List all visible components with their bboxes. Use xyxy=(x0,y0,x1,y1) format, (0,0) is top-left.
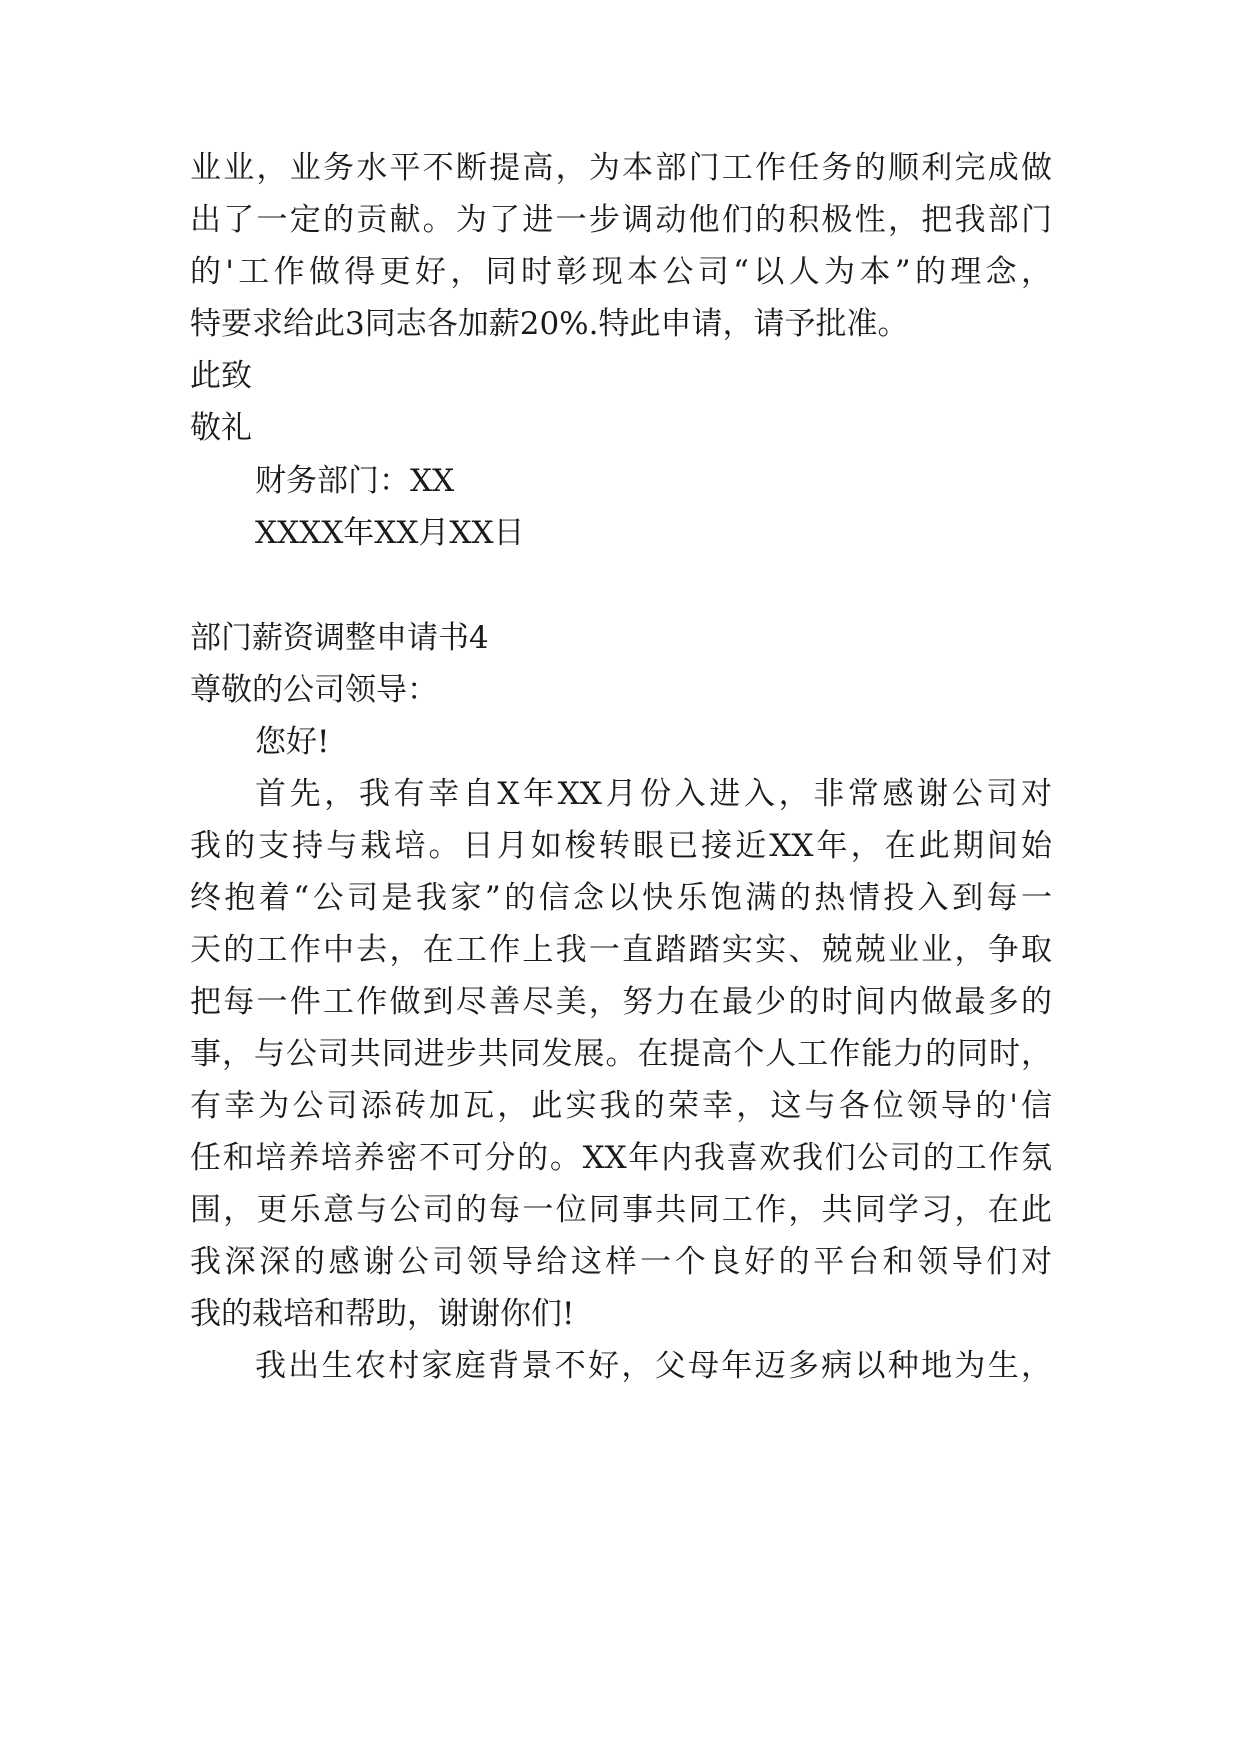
body-text-line: 特要求给此3同志各加薪20%.特此申请，请予批准。 xyxy=(190,306,909,342)
signature-department: 财务部门：XX xyxy=(255,463,455,499)
closing-jing-li: 敬礼 xyxy=(190,410,252,446)
body-text-line: 把每一件工作做到尽善尽美，努力在最少的时间内做最多的 xyxy=(190,984,1052,1020)
body-text-line: 终抱着“公司是我家”的信念以快乐饱满的热情投入到每一 xyxy=(190,880,1052,916)
salutation: 尊敬的公司领导： xyxy=(190,672,438,708)
body-text-line: 我的栽培和帮助，谢谢你们! xyxy=(190,1296,575,1332)
greeting: 您好! xyxy=(255,724,330,760)
body-text-line: 事，与公司共同进步共同发展。在提高个人工作能力的同时， xyxy=(190,1036,1052,1072)
body-text-line: 出了一定的贡献。为了进一步调动他们的积极性，把我部门 xyxy=(190,202,1052,238)
body-text-line: 的'工作做得更好，同时彰现本公司“以人为本”的理念， xyxy=(190,254,1052,290)
signature-date: XXXX年XX月XX日 xyxy=(255,515,525,551)
body-text-line: 围，更乐意与公司的每一位同事共同工作，共同学习，在此 xyxy=(190,1192,1052,1228)
body-text-line: 我深深的感谢公司领导给这样一个良好的平台和领导们对 xyxy=(190,1244,1052,1280)
body-text-line: 我出生农村家庭背景不好，父母年迈多病以种地为生， xyxy=(255,1348,1052,1384)
closing-ci-zhi: 此致 xyxy=(190,358,252,394)
body-text-line: 我的支持与栽培。日月如梭转眼已接近XX年，在此期间始 xyxy=(190,828,1052,864)
body-text-line: 业业，业务水平不断提高，为本部门工作任务的顺利完成做 xyxy=(190,150,1052,186)
body-text-line: 首先，我有幸自X年XX月份入进入，非常感谢公司对 xyxy=(255,776,1052,812)
section-title: 部门薪资调整申请书4 xyxy=(190,620,489,656)
body-text-line: 任和培养培养密不可分的。XX年内我喜欢我们公司的工作氛 xyxy=(190,1140,1052,1176)
body-text-line: 有幸为公司添砖加瓦，此实我的荣幸，这与各位领导的'信 xyxy=(190,1088,1052,1124)
body-text-line: 天的工作中去，在工作上我一直踏踏实实、兢兢业业，争取 xyxy=(190,932,1052,968)
